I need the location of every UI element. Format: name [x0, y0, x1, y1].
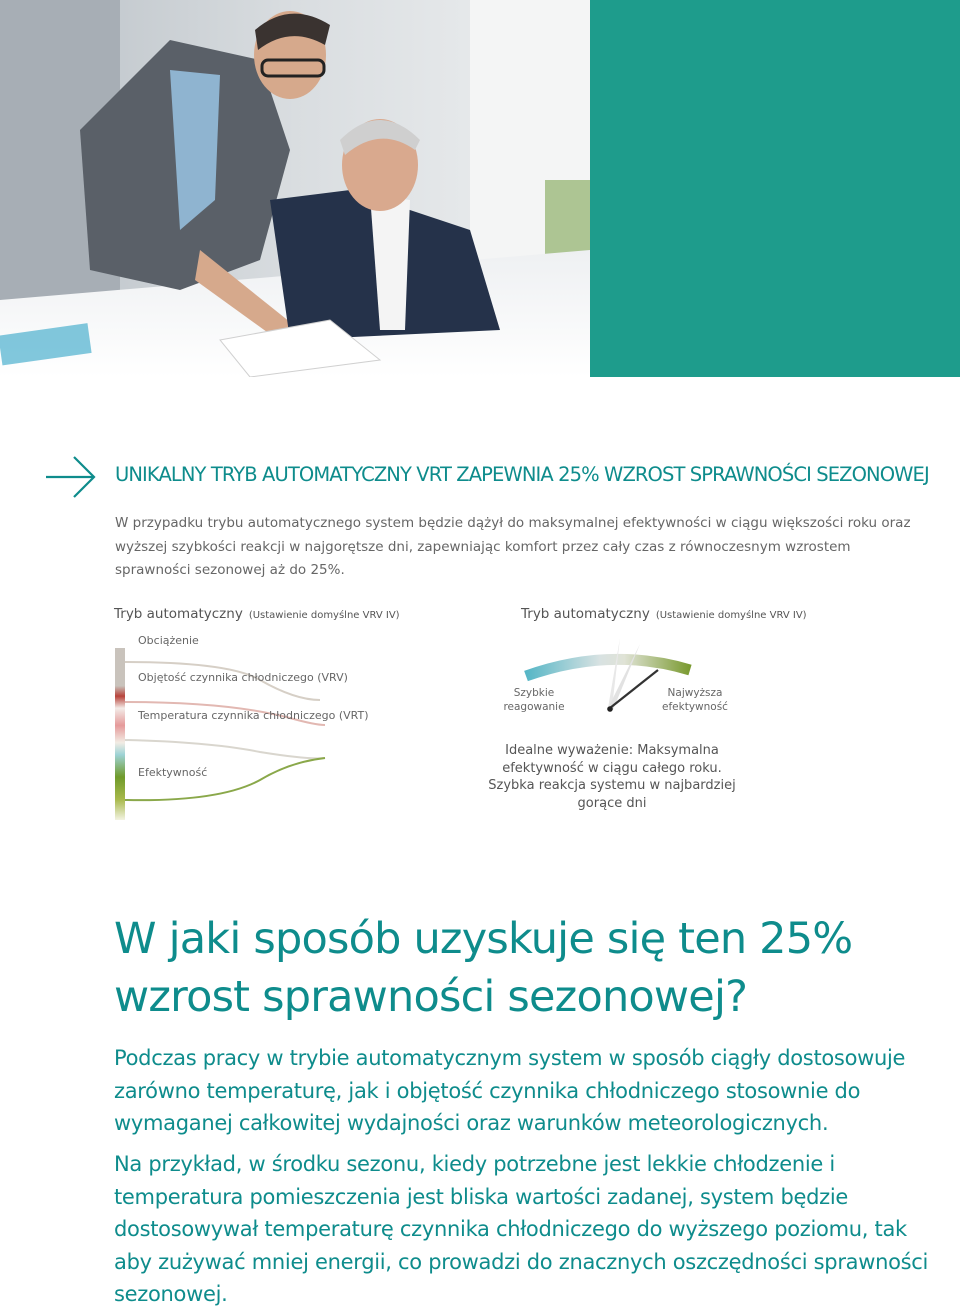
label-efficiency: Efektywność — [138, 766, 208, 779]
gauge-right-label: Najwyższa efektywność — [662, 687, 728, 713]
color-scale-bar — [115, 648, 125, 820]
teal-decorative-block — [590, 0, 960, 377]
main-question-heading: W jaki sposób uzyskuje się ten 25% wzrost sprawności sezonowej? — [114, 914, 853, 1022]
left-chart-subtitle: (Ustawienie domyślne VRV IV) — [248, 610, 400, 621]
load-curve — [125, 740, 325, 758]
intro-text: W przypadku trybu automatycznego system będzie dążył do maksymalnej efektywności w ciągu większości roku oraz wyższej szybkości reakcji w najgorętsze dni, zapewniając komfort przez cały czas z równoczesnym wzrostem sprawności sezonowej aż do 25%. — [115, 515, 911, 578]
gauge-needle — [610, 670, 658, 708]
label-vrt: Temperatura czynnika chłodniczego (VRT) — [138, 709, 369, 722]
right-chart-subtitle: (Ustawienie domyślne VRV IV) — [655, 610, 807, 621]
gauge-pivot — [607, 706, 613, 712]
efficiency-curve — [125, 758, 325, 800]
left-chart-graphic — [110, 640, 350, 822]
gauge-caption: Idealne wyważenie: Maksymalna efektywność w ciągu całego roku. Szybka reakcja systemu w najbardziej gorące dni — [488, 743, 736, 811]
section-heading: UNIKALNY TRYB AUTOMATYCZNY VRT ZAPEWNIA 25% WZROST SPRAWNOŚCI SEZONOWEJ — [115, 463, 929, 486]
body-paragraph-1: Podczas pracy w trybie automatycznym system w sposób ciągły dostosowuje zarówno temperaturę, jak i objętość czynnika chłodniczego stosownie do wymaganej całkowitej wydajności oraz warunków meteorologicznych. — [114, 1046, 906, 1135]
gauge-arc — [526, 659, 690, 676]
body-paragraph-2: Na przykład, w środku sezonu, kiedy potrzebne jest lekkie chłodzenie i temperatura pomieszczenia jest bliska wartości zadanej, system będzie dostosowywał temperaturę czynnika chłodniczego do wyższego poziomu, tak aby zużywać mniej energii, co prowadzi do znacznych oszczędności sprawności sezonowej. — [114, 1152, 929, 1306]
left-chart-title — [114, 606, 400, 622]
gauge-graphic — [500, 630, 720, 740]
office-meeting-photo-icon — [0, 0, 590, 377]
right-chart-title-text: Tryb automatyczny — [521, 606, 650, 622]
label-vrv: Objętość czynnika chłodniczego (VRV) — [138, 671, 348, 684]
gauge-left-label: Szybkie reagowanie — [503, 687, 565, 713]
left-chart-title-text: Tryb automatyczny — [114, 606, 243, 622]
right-chart-title — [521, 606, 807, 622]
label-load: Obciążenie — [138, 634, 199, 647]
arrow-right-icon — [44, 455, 98, 499]
